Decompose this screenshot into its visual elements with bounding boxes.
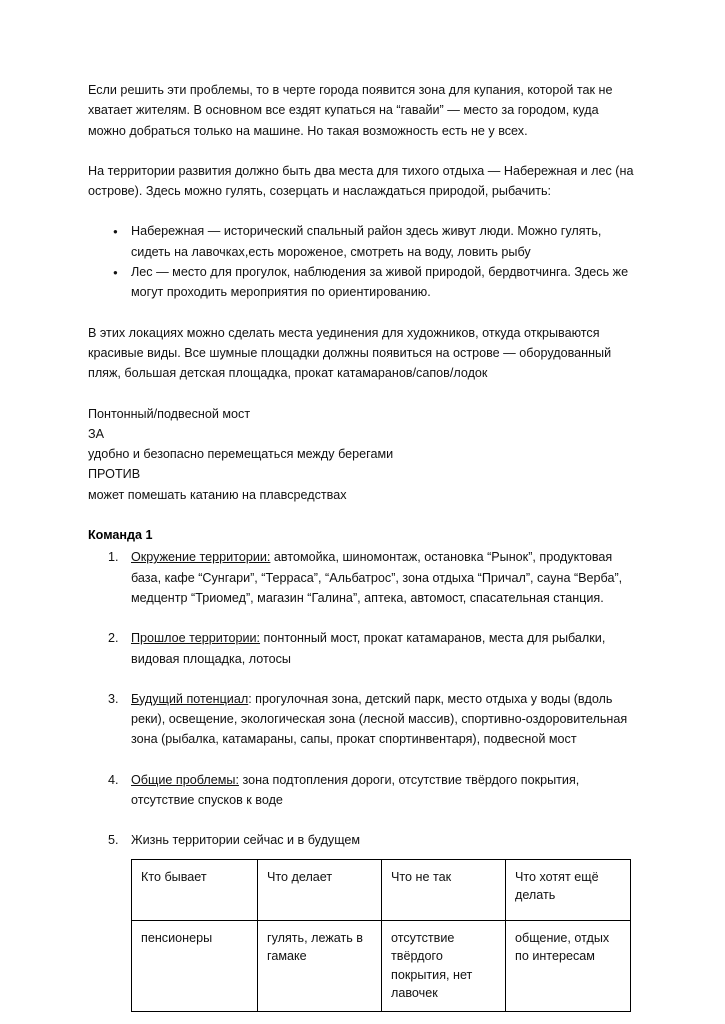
paragraph-quiet-rest-areas: На территории развития должно быть два места для тихого отдыха — Набережная и лес (на острове). Здесь можно гулять, созерцать и наслаждаться природой, рыбачить: bbox=[88, 163, 634, 199]
list-item bbox=[88, 547, 636, 608]
item-label-future: Будущий потенциал bbox=[131, 691, 249, 706]
table-cell: гулять, лежать в гамаке bbox=[258, 920, 382, 1011]
list-item bbox=[88, 262, 636, 303]
table-header-cell: Что делает bbox=[258, 859, 382, 920]
life-of-territory-table bbox=[131, 859, 631, 1012]
list-item bbox=[88, 830, 636, 850]
item-label-past: Прошлое территории: bbox=[131, 631, 261, 646]
team-heading: Команда 1 bbox=[88, 528, 153, 543]
item-body-past: понтонный мост, прокат катамаранов, места для рыбалки, видовая площадка, лотосы bbox=[131, 631, 606, 666]
team-numbered-list bbox=[88, 547, 636, 850]
bridge-pros-cons-block bbox=[88, 404, 636, 505]
table-header-row bbox=[132, 859, 631, 920]
table-header-cell: Что хотят ещё делать bbox=[506, 859, 631, 920]
bridge-con-label: ПРОТИВ bbox=[88, 467, 141, 482]
table-header-cell: Кто бывает bbox=[132, 859, 258, 920]
table-cell: общение, отдых по интересам bbox=[506, 920, 631, 1011]
item-label-life: Жизнь территории сейчас и в будущем bbox=[131, 833, 361, 848]
bridge-con-text: может помешать катанию на плавсредствах bbox=[88, 487, 347, 502]
item-label-problems: Общие проблемы: bbox=[131, 772, 239, 787]
item-body-surroundings: автомойка, шиномонтаж, остановка “Рынок”, продуктовая база, кафе “Сунгари”, “Терраса”, “Альбатрос”, зона отдыха “Причал”, сауна “Верба”, медцентр “Триомед”, магазин “Галина”, аптека, автомост, спасательная станция. bbox=[131, 550, 623, 605]
table-row bbox=[132, 920, 631, 1011]
bridge-pro-label: ЗА bbox=[88, 426, 105, 441]
list-item bbox=[88, 221, 636, 262]
bullet-text-naberezhnaya: Набережная — исторический спальный район здесь живут люди. Можно гулять, сидеть на лавочках,есть мороженое, смотреть на воду, ловить рыбу bbox=[131, 224, 602, 259]
paragraph-artist-spots: В этих локациях можно сделать места уединения для художников, откуда открываются красивые виды. Все шумные площадки должны появиться на острове — оборудованный пляж, большая детская площадка, прокат катамаранов/сапов/лодок bbox=[88, 325, 612, 381]
bullet-text-les: Лес — место для прогулок, наблюдения за живой природой, бердвотчинга. Здесь же могут проходить мероприятия по ориентированию. bbox=[131, 265, 629, 300]
table-header-cell: Что не так bbox=[382, 859, 506, 920]
item-body-problems: зона подтопления дороги, отсутствие твёрдого покрытия, отсутствие спусков к воде bbox=[131, 772, 580, 808]
table-cell: пенсионеры bbox=[132, 920, 258, 1011]
list-item bbox=[88, 689, 636, 750]
list-item bbox=[88, 628, 636, 669]
item-body-future: : прогулочная зона, детский парк, место отдыха у воды (вдоль реки), освещение, экологическая зона (лесной массив), спортивно-оздоровительная зона (рыбалка, катамараны, сапы, прокат спортинвентаря), подвесной мост bbox=[131, 691, 628, 747]
paragraph-intro-swimming: Если решить эти проблемы, то в черте города появится зона для купания, которой так не хватает жителям. В основном все ездят купаться на “гавайи” — место за городом, куда можно добраться только на машине. Но такая возможность есть не у всех. bbox=[88, 83, 613, 138]
bridge-pro-text: удобно и безопасно перемещаться между берегами bbox=[88, 447, 394, 462]
table-cell: отсутствие твёрдого покрытия, нет лавочек bbox=[382, 920, 506, 1011]
item-label-surroundings: Окружение территории: bbox=[131, 550, 271, 565]
list-item bbox=[88, 770, 636, 811]
document-content bbox=[88, 80, 636, 1012]
bridge-title: Понтонный/подвесной мост bbox=[88, 406, 251, 421]
bullet-list-locations bbox=[88, 221, 636, 302]
